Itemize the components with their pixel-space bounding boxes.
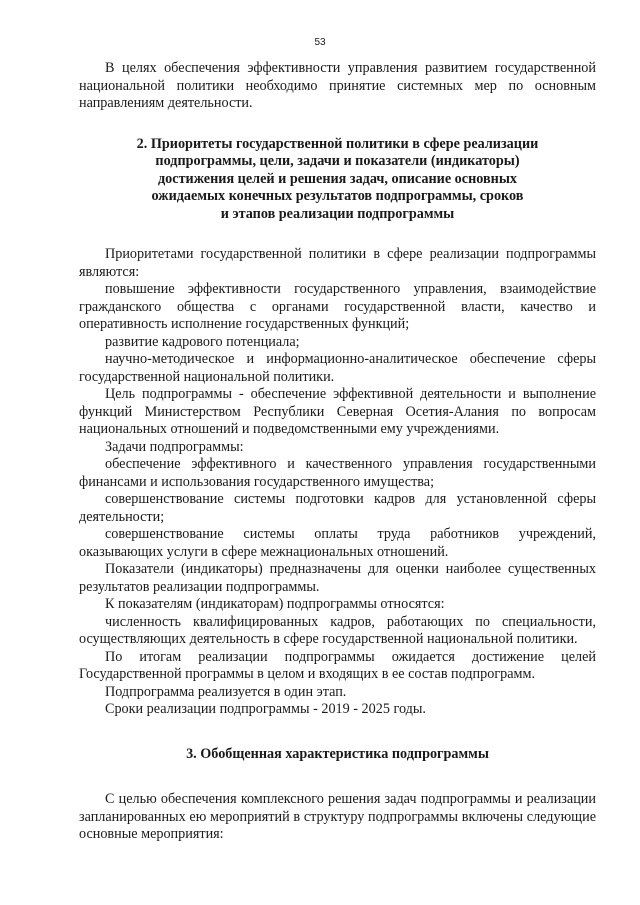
section-2-paragraph: По итогам реализации подпрограммы ожидается достижение целей Государственной программы в целом и входящих в ее состав подпрограмм. bbox=[79, 648, 596, 682]
section-2-heading bbox=[79, 136, 596, 224]
page-content bbox=[79, 60, 596, 844]
section-2-heading-line: достижения целей и решения задач, описание основных bbox=[158, 170, 517, 187]
page-number: 53 bbox=[314, 37, 326, 48]
section-3-heading: 3. Обобщенная характеристика подпрограммы bbox=[186, 745, 489, 762]
section-3-paragraph: С целью обеспечения комплексного решения задач подпрограммы и реализации запланированных ею мероприятий в структуру подпрограммы включены следующие основные мероприятия: bbox=[79, 791, 596, 842]
section-2-paragraph: совершенствование системы подготовки кадров для установленной сферы деятельности; bbox=[79, 491, 596, 525]
section-2-paragraph: развитие кадрового потенциала; bbox=[105, 333, 300, 350]
section-2-paragraph: численность квалифицированных кадров, работающих по специальности, осуществляющих деятельность в сфере государственной национальной политики. bbox=[79, 613, 596, 647]
section-2-paragraph: Задачи подпрограммы: bbox=[105, 438, 244, 455]
section-2-heading-line: и этапов реализации подпрограммы bbox=[220, 205, 455, 222]
section-2-paragraph: совершенствование системы оплаты труда работников учреждений, оказывающих услуги в сфере межнациональных отношений. bbox=[79, 526, 596, 560]
section-2-heading-line: ожидаемых конечных результатов подпрограммы, сроков bbox=[151, 188, 524, 204]
section-2-paragraph: научно-методическое и информационно-аналитическое обеспечение сферы государственной национальной политики. bbox=[79, 351, 596, 385]
section-2-paragraph: обеспечение эффективного и качественного управления государственными финансами и использования государственного имущества; bbox=[79, 456, 596, 490]
section-2-paragraph: К показателям (индикаторам) подпрограммы относятся: bbox=[105, 596, 445, 612]
section-2-heading-line: подпрограммы, цели, задачи и показатели (индикаторы) bbox=[155, 153, 520, 169]
section-2-paragraph: Приоритетами государственной политики в сфере реализации подпрограммы являются: bbox=[79, 246, 596, 280]
section-2-paragraph: Подпрограмма реализуется в один этап. bbox=[105, 683, 347, 700]
section-2-body bbox=[79, 246, 596, 719]
section-2-paragraph: Показатели (индикаторы) предназначены для оценки наиболее существенных результатов реализации подпрограммы. bbox=[79, 561, 596, 595]
section-2-heading-line: 2. Приоритеты государственной политики в сфере реализации bbox=[136, 135, 539, 152]
intro-paragraph: В целях обеспечения эффективности управления развитием государственной национальной политики необходимо принятие системных мер по основным направлениям деятельности. bbox=[79, 60, 596, 111]
section-2-paragraph: повышение эффективности государственного управления, взаимодействие гражданского общества с органами государственной власти, качество и оперативность исполнение государственных функций; bbox=[79, 281, 596, 332]
section-2-paragraph: Цель подпрограммы - обеспечение эффективной деятельности и выполнение функций Министерством Республики Северная Осетия-Алания по вопросам национальных отношений и подведомственными ему учреждениями. bbox=[79, 386, 596, 437]
section-2-paragraph: Сроки реализации подпрограммы - 2019 - 2025 годы. bbox=[105, 701, 426, 717]
